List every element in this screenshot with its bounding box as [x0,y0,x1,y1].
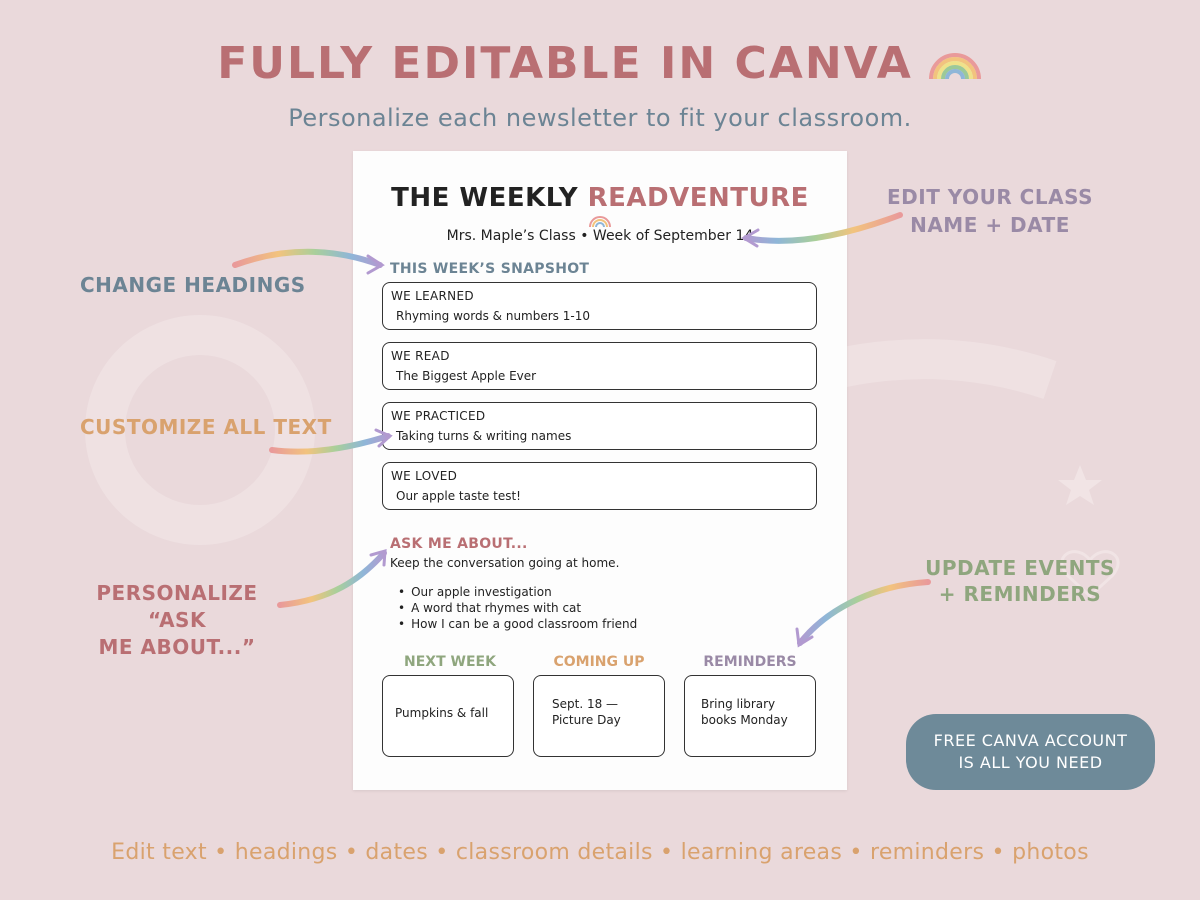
box-we-practiced [382,402,817,450]
newsletter-class-date: Mrs. Maple’s Class • Week of September 14 [446,228,754,244]
list-item: • How I can be a good classroom friend [398,616,637,632]
ask-me-subtext: Keep the conversation going at home. [390,556,620,570]
box-value: Rhyming words & numbers 1-10 [396,309,590,323]
list-item: • Our apple investigation [398,584,637,600]
box-value: Taking turns & writing names [396,429,572,443]
box-line: Sept. 18 — [552,697,619,711]
annotation-line: + REMINDERS [938,582,1102,606]
annotation-customize-text: CUSTOMIZE ALL TEXT [80,415,332,439]
annotation-line: ME ABOUT...” [98,635,256,659]
badge-line: FREE CANVA ACCOUNT [933,731,1128,750]
box-value: Our apple taste test! [396,489,521,503]
annotation-line: NAME + DATE [910,213,1070,237]
annotation-line: PERSONALIZE “ASK [96,581,258,632]
rainbow-icon [927,41,983,92]
box-label: WE LOVED [391,469,458,483]
coming-up-box [533,675,665,757]
reminders-box [684,675,816,757]
free-canva-badge [906,714,1155,790]
newsletter-title-main: THE WEEKLY [391,183,588,213]
badge-line: IS ALL YOU NEED [958,753,1103,772]
box-we-read [382,342,817,390]
annotation-personalize-ask [72,580,282,661]
snapshot-heading: THIS WEEK’S SNAPSHOT [390,261,590,277]
page-subtitle: Personalize each newsletter to fit your classroom. [288,104,912,132]
annotation-line: EDIT YOUR CLASS [887,185,1093,209]
box-we-loved [382,462,817,510]
ask-me-heading: ASK ME ABOUT... [390,536,528,552]
list-item: • A word that rhymes with cat [398,600,637,616]
box-line: Pumpkins & fall [395,706,489,720]
newsletter-title [353,183,847,213]
features-footer: Edit text • headings • dates • classroom details • learning areas • reminders • photos [111,840,1089,865]
coming-up-heading: COMING UP [553,654,645,670]
box-we-learned [382,282,817,330]
box-label: WE LEARNED [391,289,474,303]
annotation-edit-class [880,183,1100,239]
reminders-heading: REMINDERS [703,654,797,670]
page-title-text: FULLY EDITABLE IN CANVA [217,38,913,89]
box-line: Bring library [701,697,776,711]
newsletter-preview [353,151,847,790]
annotation-update-events [915,555,1125,607]
ask-me-list [398,584,637,632]
box-line: books Monday [701,713,788,727]
box-label: WE READ [391,349,450,363]
newsletter-title-accent: READVENTURE [587,183,809,213]
page-title [0,38,1200,92]
box-label: WE PRACTICED [391,409,486,423]
box-line: Picture Day [552,713,621,727]
annotation-line: UPDATE EVENTS [925,556,1115,580]
next-week-heading: NEXT WEEK [404,654,496,670]
box-value: The Biggest Apple Ever [396,369,537,383]
next-week-box [382,675,514,757]
annotation-change-headings: CHANGE HEADINGS [80,273,306,297]
